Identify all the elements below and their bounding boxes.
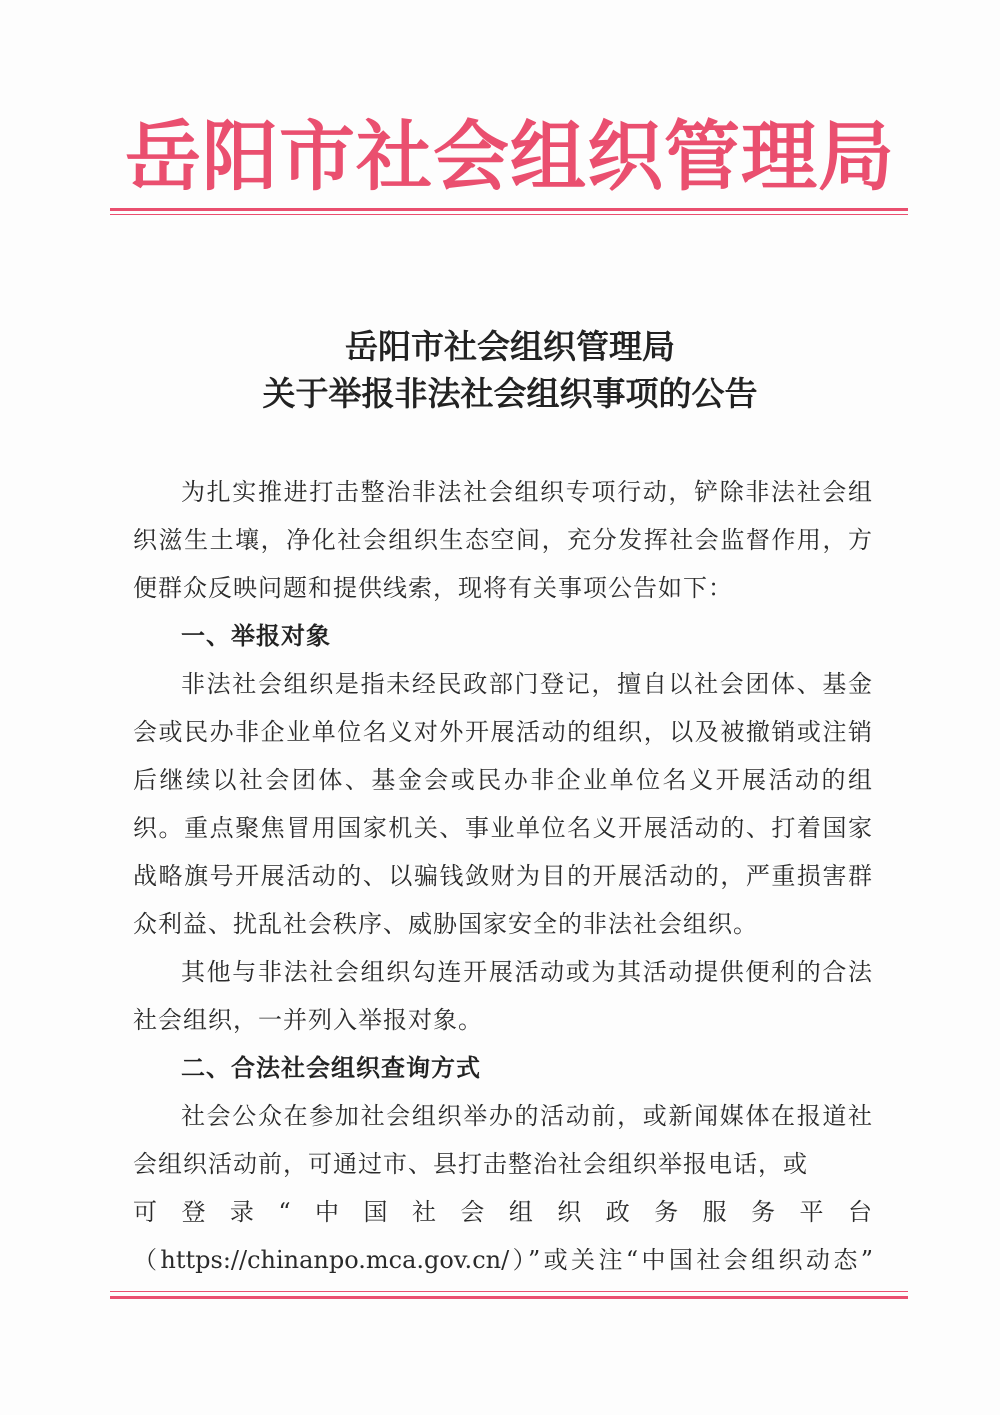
document-body (133, 468, 873, 1284)
section-1-paragraph-2: 其他与非法社会组织勾连开展活动或为其活动提供便利的合法社会组织，一并列入举报对象。 (133, 958, 873, 1034)
masthead-rule-thick (110, 208, 908, 211)
document-title-line-2: 关于举报非法社会组织事项的公告 (262, 374, 758, 413)
section-2-paragraph-1: 社会公众在参加社会组织举办的活动前，或新闻媒体在报道社会组织活动前，可通过市、县打击整治社会组织举报电话，或 (133, 1102, 873, 1178)
masthead-title: 岳阳市社会组织管理局 (125, 112, 895, 201)
section-2-spread-line: 可登录“中国社会组织政务服务平台 (133, 1198, 873, 1226)
intro-paragraph: 为扎实推进打击整治非法社会组织专项行动，铲除非法社会组织滋生土壤，净化社会组织生态空间，充分发挥社会监督作用，方便群众反映问题和提供线索，现将有关事项公告如下： (133, 478, 873, 602)
section-1-paragraph-1: 非法社会组织是指未经民政部门登记，擅自以社会团体、基金会或民办非企业单位名义对外开展活动的组织，以及被撤销或注销后继续以社会团体、基金会或民办非企业单位名义开展活动的组织。重点聚焦冒用国家机关、事业单位名义开展活动的、打着国家战略旗号开展活动的、以骗钱敛财为目的开展活动的，严重损害群众利益、扰乱社会秩序、威胁国家安全的非法社会组织。 (133, 670, 873, 938)
masthead-rule-thin (110, 214, 908, 215)
footer-rule-thick (110, 1296, 908, 1299)
footer-rule-thin (110, 1291, 908, 1292)
section-1-heading: 一、举报对象 (181, 622, 331, 650)
section-2-heading: 二、合法社会组织查询方式 (181, 1054, 481, 1082)
document-title-line-1: 岳阳市社会组织管理局 (345, 327, 675, 366)
section-2-url-line: （https://chinanpo.mca.gov.cn/）”或关注“中国社会组织动态” (133, 1246, 873, 1274)
